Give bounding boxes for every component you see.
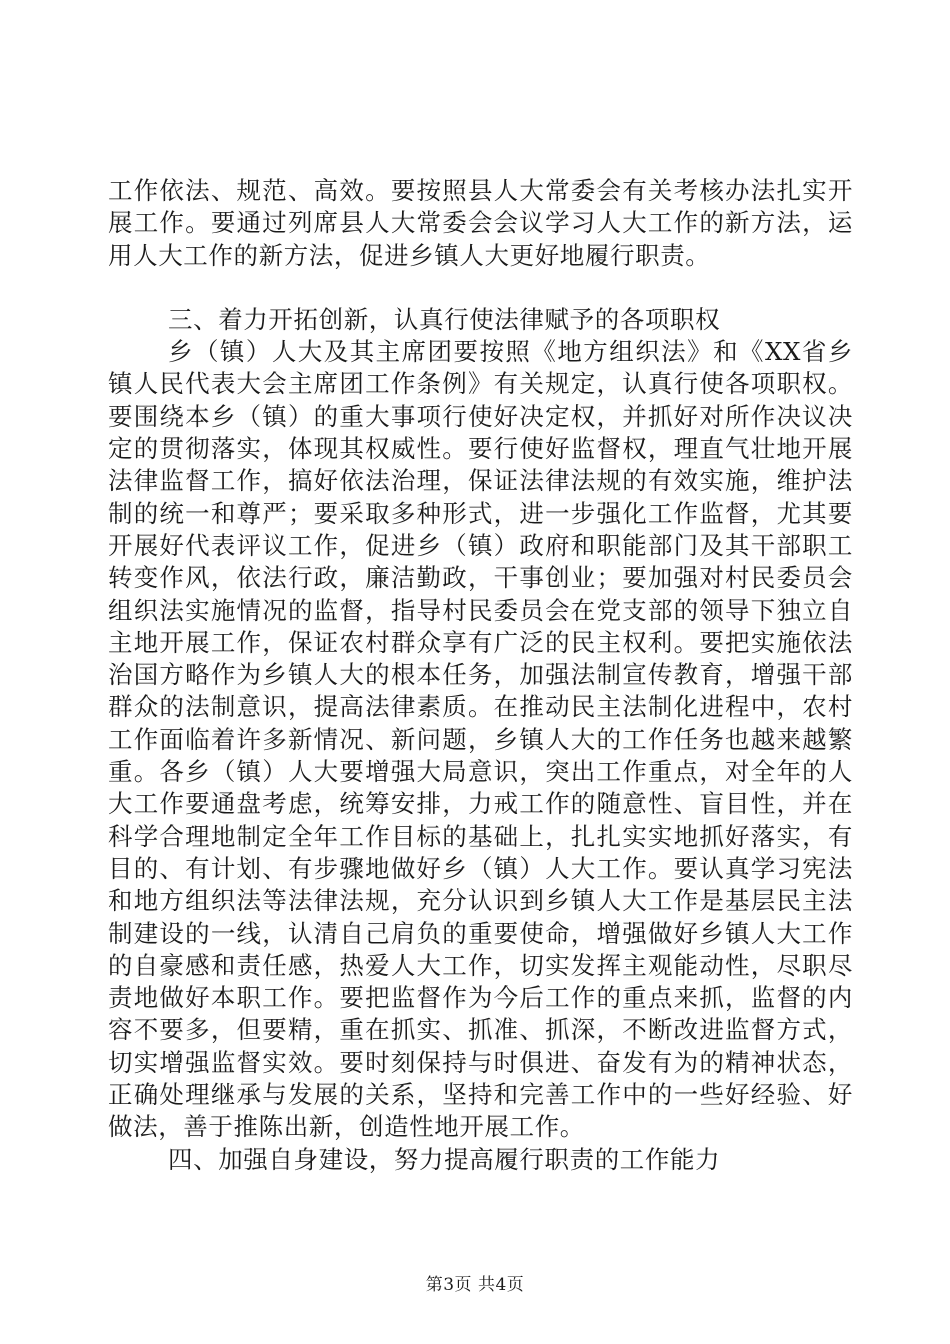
document-body: [108, 175, 853, 1176]
paragraph-section-3: 乡（镇）人大及其主席团要按照《地方组织法》和《XX省乡镇人民代表大会主席团工作条例》有关规定，认真行使各项职权。要围绕本乡（镇）的重大事项行使好决定权，并抓好对所作决议决定的贯彻落实，体现其权威性。要行使好监督权，理直气壮地开展法律监督工作，搞好依法治理，保证法律法规的有效实施，维护法制的统一和尊严；要采取多种形式，进一步强化工作监督，尤其要开展好代表评议工作，促进乡（镇）政府和职能部门及其干部职工转变作风，依法行政，廉洁勤政，干事创业；要加强对村民委员会组织法实施情况的监督，指导村民委员会在党支部的领导下独立自主地开展工作，保证农村群众享有广泛的民主权利。要把实施依法治国方略作为乡镇人大的根本任务，加强法制宣传教育，增强干部群众的法制意识，提高法律素质。在推动民主法制化进程中，农村工作面临着许多新情况、新问题，乡镇人大的工作任务也越来越繁重。各乡（镇）人大要增强大局意识，突出工作重点，对全年的人大工作要通盘考虑，统筹安排，力戒工作的随意性、盲目性，并在科学合理地制定全年工作目标的基础上，扎扎实实地抓好落实，有目的、有计划、有步骤地做好乡（镇）人大工作。要认真学习宪法和地方组织法等法律法规，充分认识到乡镇人大工作是基层民主法制建设的一线，认清自己肩负的重要使命，增强做好乡镇人大工作的自豪感和责任感，热爱人大工作，切实发挥主观能动性，尽职尽责地做好本职工作。要把监督作为今后工作的重点来抓，监督的内容不要多，但要精，重在抓实、抓准、抓深，不断改进监督方式，切实增强监督实效。要时刻保持与时俱进、奋发有为的精神状态，正确处理继承与发展的关系，坚持和完善工作中的一些好经验、好做法，善于推陈出新，创造性地开展工作。: [108, 337, 853, 1142]
section-heading-4: 四、加强自身建设，努力提高履行职责的工作能力: [168, 1144, 721, 1174]
section-heading-3: 三、着力开拓创新，认真行使法律赋予的各项职权: [168, 304, 721, 334]
paragraph-spacer: [108, 272, 853, 304]
page-footer: 第3页 共4页: [425, 1275, 525, 1295]
paragraph-continuation: 工作依法、规范、高效。要按照县人大常委会有关考核办法扎实开展工作。要通过列席县人大常委会会议学习人大工作的新方法，运用人大工作的新方法，促进乡镇人大更好地履行职责。: [108, 176, 853, 270]
